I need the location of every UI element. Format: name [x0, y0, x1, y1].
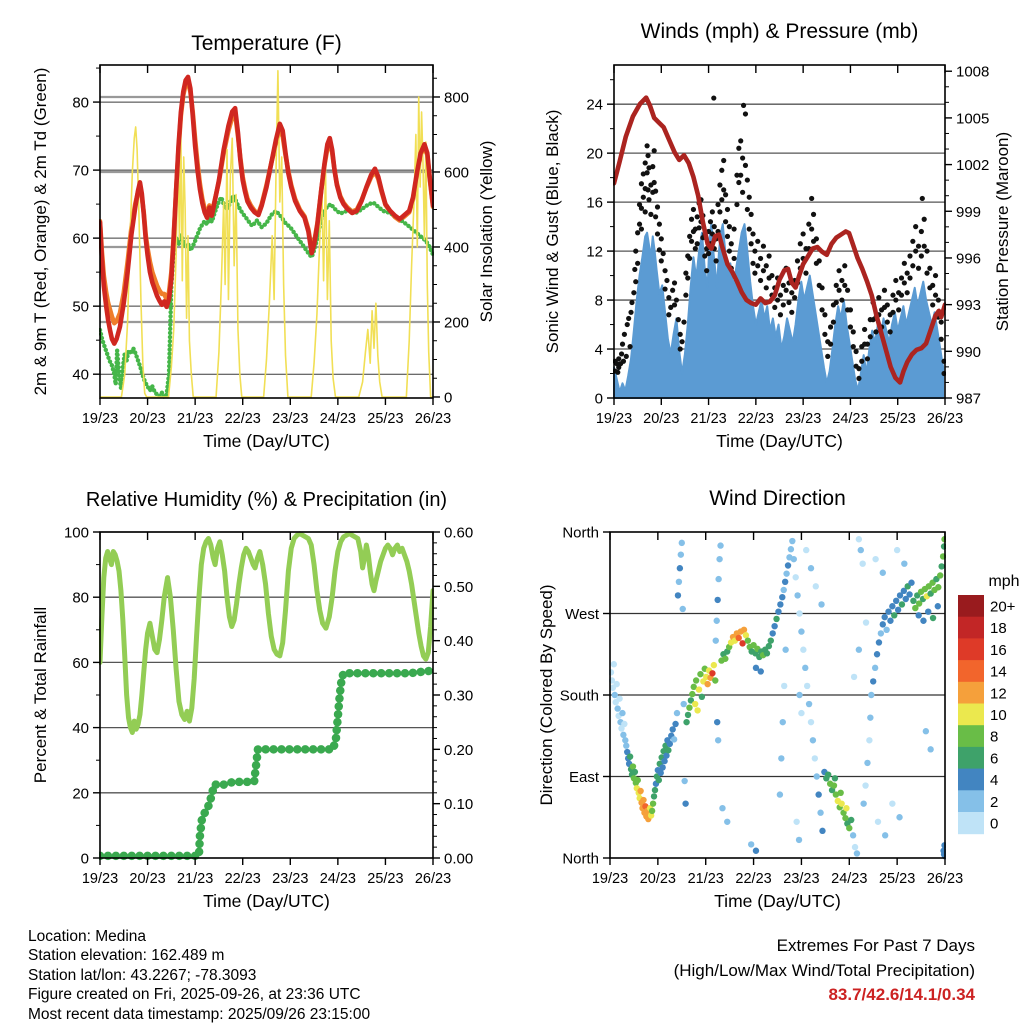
- y-tick-label: 987: [956, 390, 982, 408]
- y-axis-title-left: 2m & 9m T (Red, Orange) & 2m Td (Green): [31, 67, 50, 396]
- x-axis-title: Time (Day/UTC): [716, 431, 843, 451]
- station-latlon: Station lat/lon: 43.2267; -78.3093: [28, 966, 257, 984]
- panel-title: Relative Humidity (%) & Precipitation (in): [85, 489, 448, 511]
- y-axis-left: [586, 80, 614, 408]
- panel-title: Wind Direction: [709, 487, 846, 510]
- y-tick-label: 993: [956, 297, 982, 315]
- y-axis-title-left: Sonic Wind & Gust (Blue, Black): [543, 109, 562, 354]
- panel-wind-direction: [537, 487, 1020, 911]
- colorbar-label: 8: [990, 728, 999, 746]
- series-layer: [612, 95, 946, 398]
- y-tick-label: 400: [444, 239, 470, 257]
- series-layer: [100, 534, 433, 856]
- x-tick-label: 20/23: [639, 871, 677, 887]
- y-tick-label: 40: [72, 366, 89, 384]
- x-tick-label: 19/23: [81, 871, 119, 887]
- series-wind-direction-dots: [608, 536, 948, 859]
- x-axis-title: Time (Day/UTC): [714, 891, 841, 911]
- y-axis-right: [433, 525, 473, 868]
- extremes-title: Extremes For Past 7 Days: [776, 936, 975, 955]
- x-tick-label: 26/23: [926, 871, 964, 887]
- y-axis-right: [433, 78, 469, 406]
- y-tick-label: 8: [594, 292, 603, 310]
- y-tick-label: 50: [72, 298, 89, 316]
- panel-humidity-precip: [31, 489, 473, 911]
- y-axis-title-left: Percent & Total Rainfall: [31, 606, 50, 784]
- y-tick-label: 200: [444, 314, 470, 332]
- station-elevation: Station elevation: 162.489 m: [28, 947, 225, 965]
- station-location: Location: Medina: [28, 928, 147, 945]
- panel-title: Winds (mph) & Pressure (mb): [640, 20, 919, 43]
- x-tick-label: 19/23: [591, 871, 629, 887]
- colorbar-label: 6: [990, 750, 999, 768]
- x-tick-label: 25/23: [367, 411, 404, 427]
- x-tick-label: 21/23: [176, 411, 214, 427]
- y-tick-label: 12: [586, 243, 603, 261]
- colorbar-label: 18: [990, 620, 1007, 638]
- y-tick-label: 0.00: [444, 850, 474, 868]
- y-tick-label: 80: [72, 94, 89, 112]
- x-tick-label: 22/23: [224, 871, 261, 887]
- y-tick-label: 990: [956, 343, 982, 361]
- panel-title: Temperature (F): [191, 32, 342, 55]
- y-tick-label: West: [565, 606, 599, 623]
- station-info: [28, 927, 370, 1024]
- x-tick-label: 21/23: [176, 871, 214, 887]
- x-axis-title: Time (Day/UTC): [203, 891, 330, 911]
- extremes-block: [674, 934, 975, 1008]
- x-tick-label: 19/23: [595, 411, 633, 427]
- y-tick-label: 1002: [956, 157, 990, 175]
- y-tick-label: 16: [586, 194, 603, 212]
- y-tick-label: North: [562, 850, 599, 868]
- x-tick-label: 20/23: [643, 411, 680, 427]
- y-tick-label: 0.20: [444, 741, 474, 759]
- x-tick-label: 24/23: [831, 871, 868, 887]
- y-tick-label: 1005: [956, 110, 990, 128]
- y-tick-label: 20: [72, 785, 89, 803]
- x-tick-label: 25/23: [879, 411, 916, 427]
- y-tick-label: East: [568, 769, 599, 786]
- y-axis-title-right: Station Pressure (Maroon): [993, 131, 1012, 332]
- x-tick-label: 23/23: [272, 871, 309, 887]
- y-tick-label: 0: [594, 390, 603, 408]
- x-tick-label: 22/23: [224, 411, 261, 427]
- y-tick-label: 996: [956, 250, 982, 268]
- x-tick-label: 25/23: [878, 871, 916, 887]
- colorbar-title: mph: [988, 573, 1020, 590]
- x-tick-label: 23/23: [272, 411, 309, 427]
- y-tick-label: 600: [444, 164, 470, 182]
- y-tick-label: 0.60: [444, 524, 474, 542]
- colorbar-label: 0: [990, 815, 999, 833]
- x-axis-title: Time (Day/UTC): [203, 431, 330, 451]
- y-axis-title-right: Solar Insolation (Yellow): [477, 140, 496, 323]
- x-tick-label: 24/23: [832, 411, 869, 427]
- colorbar-label: 14: [990, 663, 1007, 681]
- colorbar-label: 4: [990, 772, 999, 790]
- y-tick-label: 1008: [956, 63, 990, 81]
- y-tick-label: 0.30: [444, 687, 474, 705]
- x-tick-label: 26/23: [414, 411, 452, 427]
- y-tick-label: 800: [444, 89, 470, 107]
- series-layer: [100, 71, 433, 398]
- x-tick-label: 24/23: [319, 871, 357, 887]
- x-tick-label: 19/23: [81, 411, 119, 427]
- y-tick-label: 40: [72, 720, 89, 738]
- y-tick-label: 999: [956, 203, 982, 221]
- y-tick-label: 60: [72, 230, 89, 248]
- x-tick-label: 20/23: [129, 411, 166, 427]
- y-tick-label: 100: [63, 524, 89, 542]
- x-tick-label: 23/23: [784, 411, 822, 427]
- data-timestamp: Most recent data timestamp: 2025/09/26 23:15:00: [28, 1005, 371, 1023]
- figure-created: Figure created on Fri, 2025-09-26, at 23:36 UTC: [28, 986, 361, 1004]
- y-tick-label: 24: [586, 96, 603, 114]
- y-axis-left: [560, 525, 610, 868]
- y-tick-label: 20: [586, 145, 603, 163]
- panel-winds-pressure: [543, 20, 1012, 451]
- x-tick-label: 20/23: [129, 871, 166, 887]
- colorbar-label: 20+: [990, 598, 1016, 616]
- y-axis-right: [945, 64, 989, 408]
- extremes-subtitle: (High/Low/Max Wind/Total Precipitation): [673, 960, 975, 980]
- y-tick-label: 80: [72, 589, 89, 607]
- series-solar-insolation: [100, 71, 433, 397]
- y-axis-left: [72, 68, 100, 384]
- x-tick-label: 21/23: [687, 871, 724, 887]
- y-tick-label: 4: [594, 341, 603, 359]
- y-tick-label: 0.40: [444, 633, 474, 651]
- y-axis-left: [64, 525, 100, 868]
- series-total-rainfall: [100, 671, 433, 856]
- x-tick-label: 25/23: [367, 871, 404, 887]
- colorbar-label: 12: [990, 685, 1007, 703]
- colorbar: [958, 573, 1020, 834]
- y-tick-label: 0.10: [444, 796, 474, 814]
- x-tick-label: 23/23: [783, 871, 820, 887]
- y-tick-label: North: [562, 524, 599, 542]
- y-tick-label: 70: [72, 162, 89, 180]
- x-tick-label: 21/23: [690, 411, 727, 427]
- y-tick-label: 0: [80, 850, 89, 868]
- x-tick-label: 26/23: [926, 411, 964, 427]
- extremes-values: 83.7/42.6/14.1/0.34: [828, 985, 975, 1004]
- y-axis-title-left: Direction (Colored By Speed): [537, 584, 556, 806]
- y-tick-label: 0: [444, 389, 453, 407]
- x-tick-label: 22/23: [737, 411, 775, 427]
- y-tick-label: 60: [72, 654, 89, 672]
- series-relative-humidity: [100, 534, 433, 733]
- x-tick-label: 22/23: [735, 871, 772, 887]
- colorbar-label: 16: [990, 641, 1007, 659]
- panel-temperature: [31, 32, 496, 451]
- y-tick-label: South: [559, 687, 599, 705]
- y-tick-label: 0.50: [444, 578, 474, 596]
- x-tick-label: 26/23: [414, 871, 452, 887]
- colorbar-label: 2: [990, 793, 999, 811]
- x-tick-label: 24/23: [319, 411, 357, 427]
- series-layer: [608, 536, 948, 859]
- colorbar-label: 10: [990, 707, 1007, 724]
